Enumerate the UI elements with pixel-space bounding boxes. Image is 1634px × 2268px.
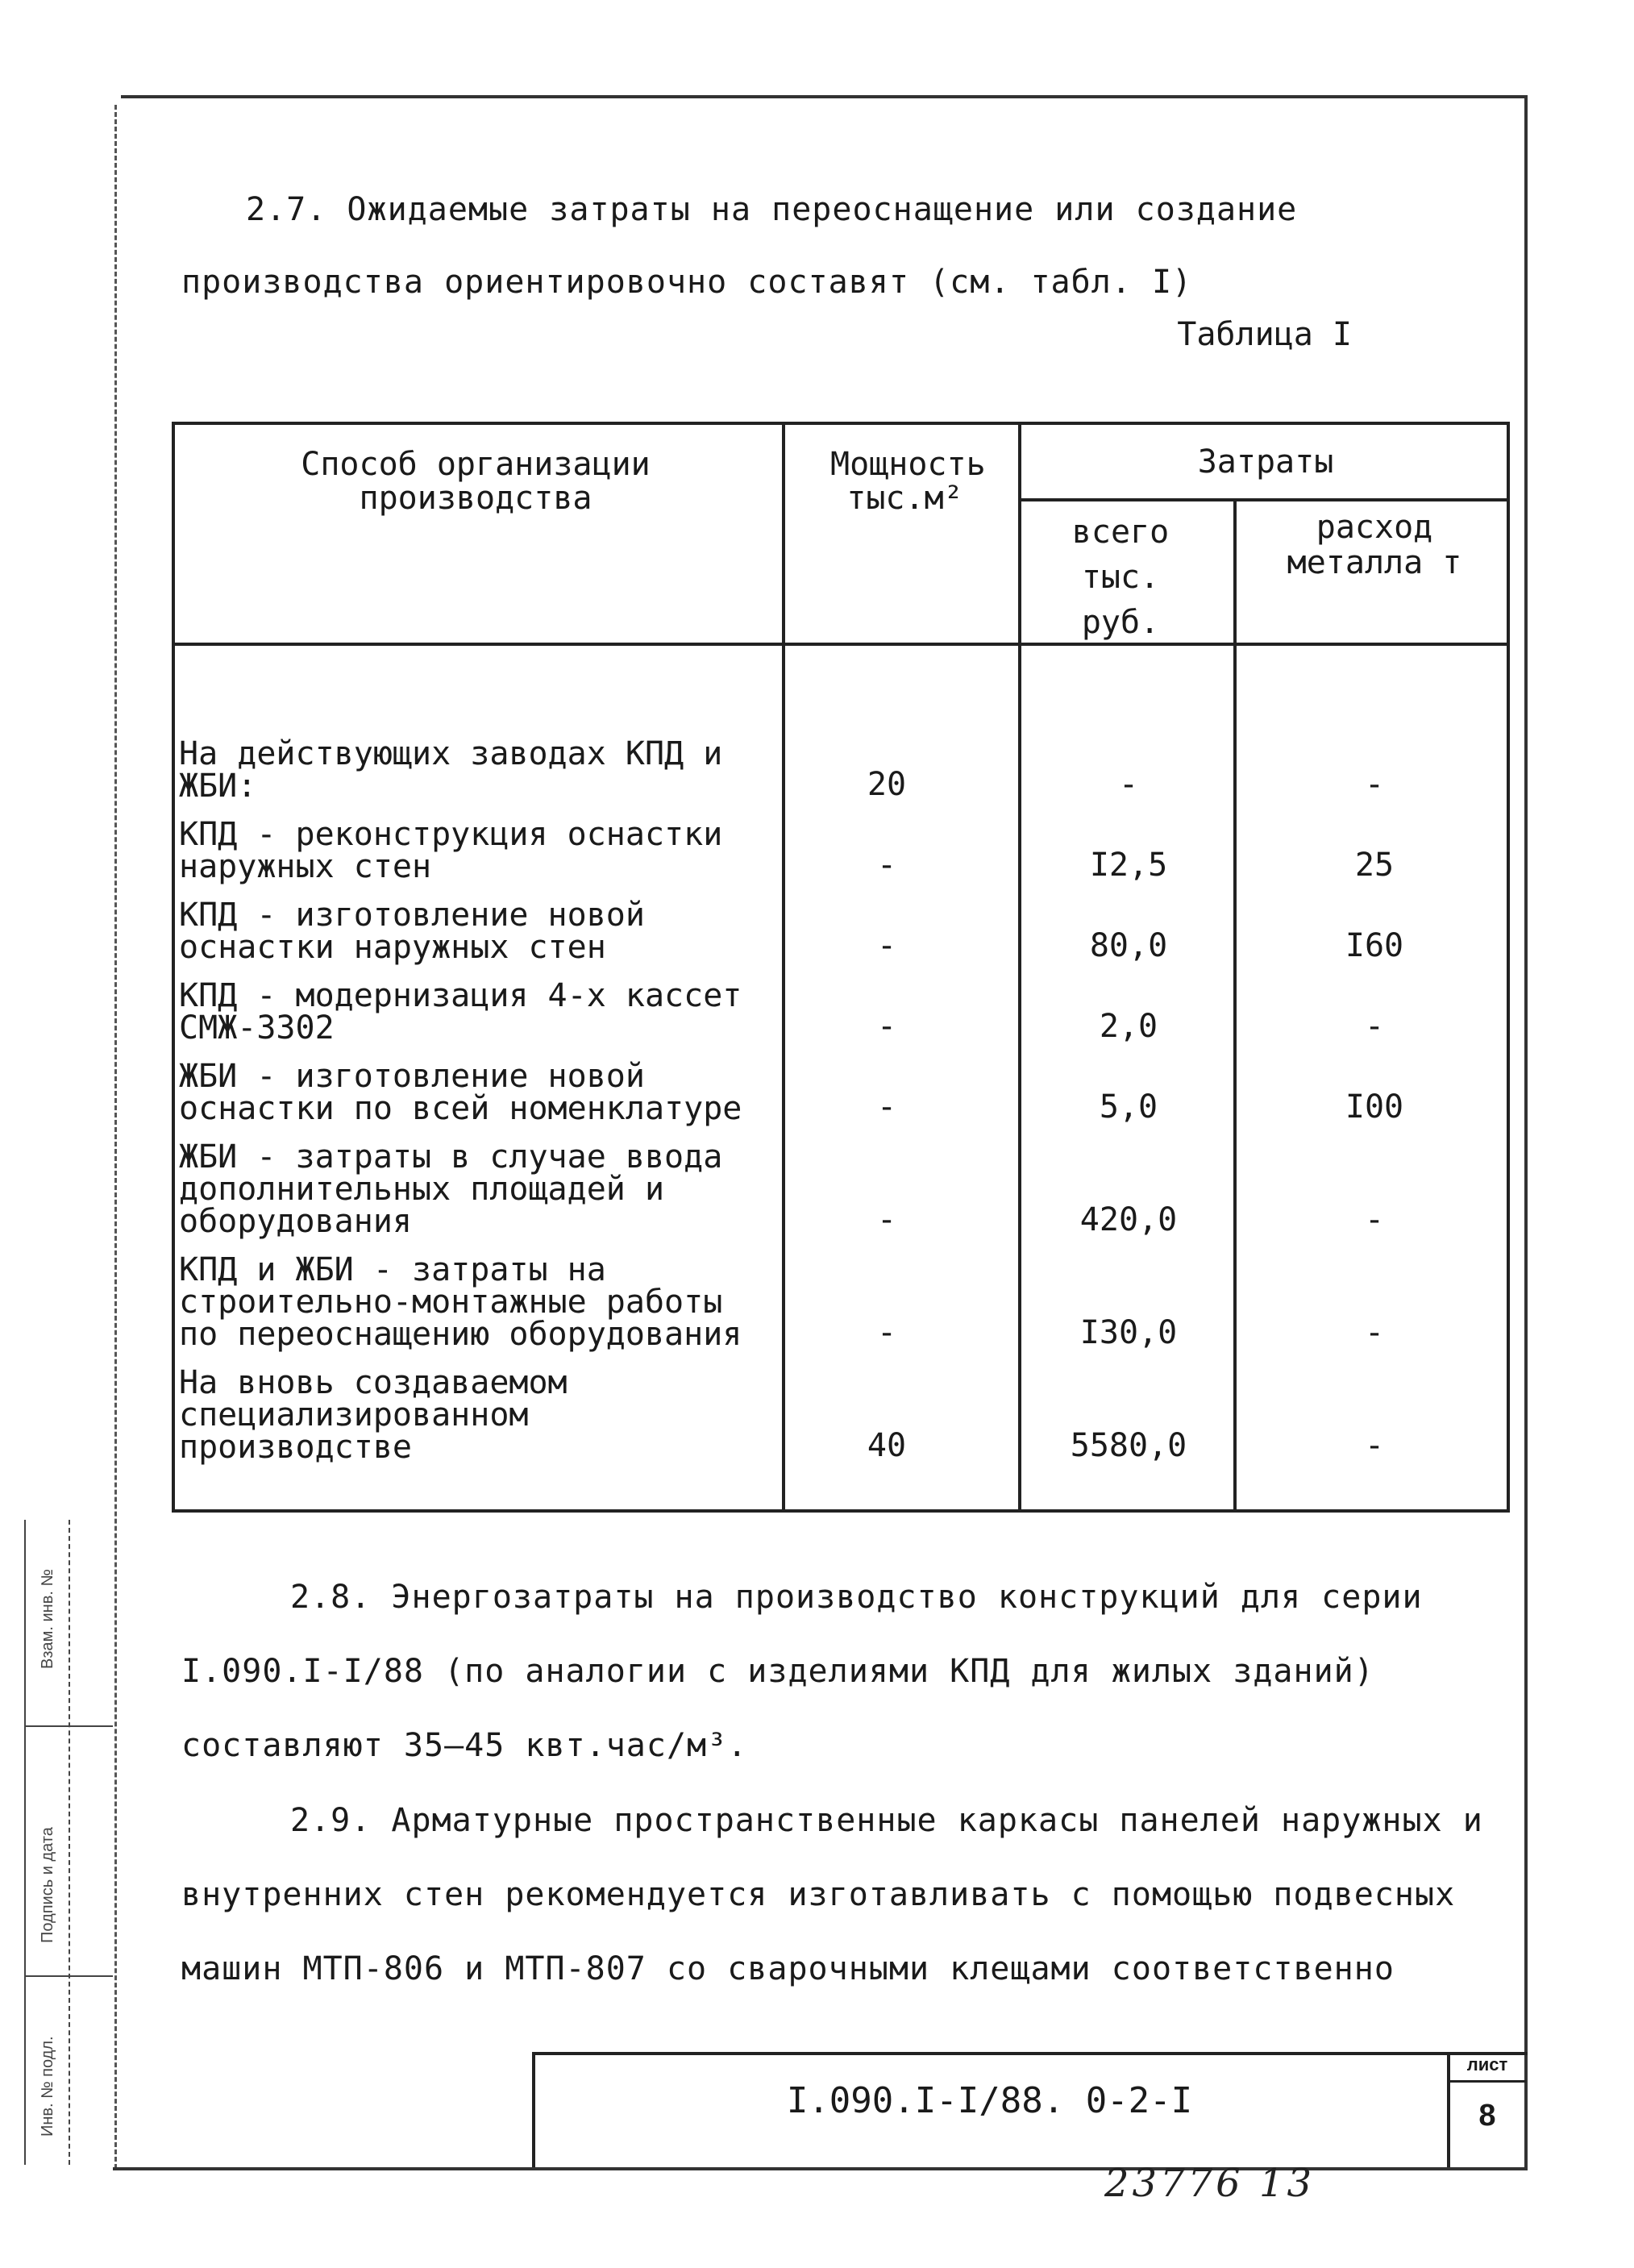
frame-left-line — [114, 105, 117, 2169]
header-capacity: Мощность тыс.м² — [830, 446, 986, 517]
stamp-inner-line — [69, 1520, 70, 2165]
sheet-box-divider — [1449, 2080, 1526, 2083]
row-label: На вновь создаваемом специализированном производстве — [179, 1364, 568, 1466]
row-metal: - — [1364, 1201, 1385, 1238]
stamp-divider — [24, 1725, 113, 1727]
stamp-divider — [24, 1975, 113, 1977]
row-label: КПД и ЖБИ - затраты на строительно-монтажные работы по переоснащению оборудования — [179, 1251, 742, 1353]
row-capacity: 20 — [867, 766, 907, 803]
frame-bottom-line — [113, 2167, 1528, 2170]
table-col-divider-3 — [1233, 500, 1237, 1513]
header-costs: Затраты — [1197, 443, 1334, 481]
row-label: На действующих заводах КПД и ЖБИ: — [179, 735, 723, 805]
row-metal: - — [1364, 1427, 1385, 1464]
stamp-signature-date: Подпись и дата — [39, 1827, 56, 1943]
row-metal: - — [1364, 766, 1385, 803]
row-metal: - — [1364, 1314, 1385, 1351]
row-capacity: - — [876, 1314, 897, 1351]
row-label: КПД - изготовление новой оснастки наружных стен — [179, 897, 645, 966]
row-capacity: - — [876, 1088, 897, 1126]
row-capacity: - — [876, 1008, 897, 1045]
row-capacity: - — [876, 847, 897, 884]
header-metal: расход металла т — [1287, 509, 1462, 581]
row-capacity: 40 — [867, 1427, 907, 1464]
row-label: КПД - модернизация 4-х кассет СМЖ-3302 — [179, 977, 742, 1047]
stamp-original-inv: Инв. № подл. — [39, 2036, 56, 2137]
row-total: I30,0 — [1079, 1314, 1178, 1351]
row-total: 2,0 — [1099, 1008, 1158, 1045]
table-col-divider-1 — [782, 422, 785, 1513]
header-method: Способ организации производства — [301, 446, 651, 517]
row-metal: I00 — [1345, 1088, 1404, 1126]
row-total: 420,0 — [1079, 1201, 1178, 1238]
sheet-number: 8 — [1478, 2099, 1496, 2133]
table-header-bottom-line — [172, 643, 1510, 646]
frame-top-line — [121, 95, 1528, 98]
row-label: КПД - реконструкция оснастки наружных стен — [179, 816, 723, 885]
frame-right-line — [1524, 97, 1528, 2169]
paragraph-2-9: 2.9. Арматурные пространственные каркасы панелей наружных и внутренних стен рекомендуется изготавливать с помощью подвесных машин МТП-806 и МТП-807 со сварочными клещами соответственно — [181, 1802, 1483, 1987]
document-code: I.090.I-I/88. 0-2-I — [786, 2080, 1193, 2121]
row-total: 80,0 — [1089, 927, 1168, 964]
row-label: ЖБИ - изготовление новой оснастки по всей номенклатуре — [179, 1058, 742, 1127]
paragraph-2-7: 2.7. Ожидаемые затраты на переоснащение или создание производства ориентировочно составят (см. табл. I) — [181, 191, 1298, 301]
paragraph-2-8: 2.8. Энергозатраты на производство конструкций для серии I.090.I-I/88 (по аналогии с изделиями КПД для жилых зданий) составляют 35–45 квт.час/м³. — [181, 1579, 1423, 1764]
row-label: ЖБИ - затраты в случае ввода дополнительных площадей и оборудования — [179, 1138, 723, 1240]
row-metal: I60 — [1345, 927, 1404, 964]
stamp-replacement-inv: Взам. инв. № — [39, 1569, 56, 1669]
row-metal: 25 — [1354, 847, 1395, 884]
handwritten-inventory-note: 23776 13 — [1104, 2161, 1316, 2206]
table-caption: Таблица I — [1177, 316, 1352, 353]
row-total: I2,5 — [1089, 847, 1168, 884]
table-col-divider-2 — [1018, 422, 1021, 1513]
row-capacity: - — [876, 927, 897, 964]
header-total: всего тыс. руб. — [1071, 514, 1170, 641]
row-metal: - — [1364, 1008, 1385, 1045]
row-total: - — [1118, 766, 1139, 803]
table-header-split-line — [1018, 498, 1510, 501]
row-total: 5,0 — [1099, 1088, 1158, 1126]
stamp-outer-line — [24, 1520, 26, 2165]
row-total: 5580,0 — [1070, 1427, 1187, 1464]
row-capacity: - — [876, 1201, 897, 1238]
sheet-label: лист — [1466, 2054, 1508, 2074]
